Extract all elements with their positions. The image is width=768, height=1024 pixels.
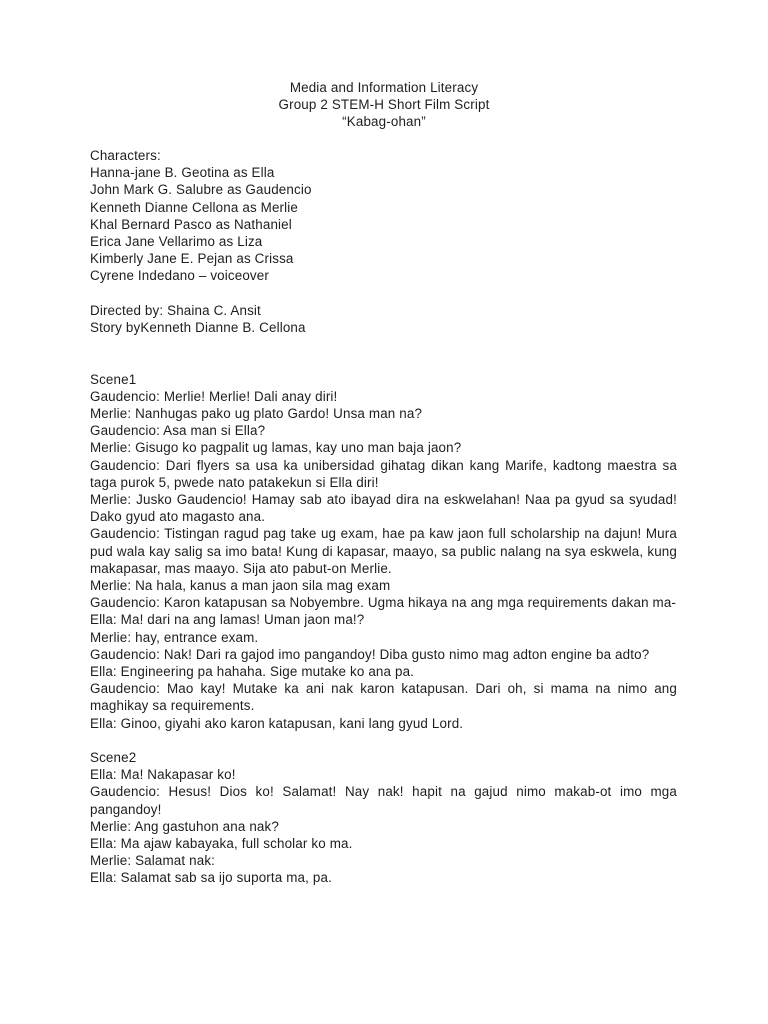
dialogue-line: Gaudencio: Nak! Dari ra gajod imo pangandoy! Diba gusto nimo mag adton engine ba adto? [90,646,650,662]
director-credit: Directed by: Shaina C. Ansit [90,302,261,318]
character-line: Kimberly Jane E. Pejan as Crissa [90,251,294,267]
dialogue-line: Gaudencio: Tistingan ragud pag take ug exam, hae pa kaw jaon full scholarship na dajun! Mura pud wala kay salig sa imo bata! Kung di kapasar, maayo, sa public nalang na sya eskwela, kung makapasar, mas maayo. Sija ato pabut-on Merlie. [90,526,677,576]
dialogue-line: Merlie: Ang gastuhon ana nak? [90,818,279,834]
characters-label: Characters: [90,148,161,163]
dialogue-line: Merlie: Salamat nak: [90,853,216,869]
story-credit: Story byKenneth Dianne B. Cellona [90,320,306,336]
dialogue-line: Gaudencio: Asa man si Ella? [90,423,266,439]
dialogue-line: Gaudencio: Mao kay! Mutake ka ani nak karon katapusan. Dari oh, si mama na nimo ang maghikay sa requirements. [90,681,677,714]
character-line: Erica Jane Vellarimo as Liza [90,234,263,250]
scene-title: Scene2 [90,750,137,766]
dialogue-line: Merlie: Jusko Gaudencio! Hamay sab ato ibayad dira na eskwelahan! Naa pa gyud sa syudad! Dako gyud ato magasto ana. [90,492,677,525]
scene-title: Scene1 [90,371,137,387]
dialogue-line: Merlie: Na hala, kanus a man jaon sila mag exam [90,578,391,594]
character-line: Khal Bernard Pasco as Nathaniel [90,216,292,232]
film-title: “Kabag-ohan” [342,114,426,130]
dialogue-line: Ella: Engineering pa hahaha. Sige mutake ko ana pa. [90,664,415,680]
dialogue-line: Merlie: Gisugo ko pagpalit ug lamas, kay uno man baja jaon? [90,440,462,456]
group-title: Group 2 STEM-H Short Film Script [278,97,490,113]
character-line: Cyrene Indedano – voiceover [90,268,269,284]
document-header [0,79,768,131]
dialogue-line: Ella: Ma! Nakapasar ko! [90,767,236,783]
script-body [90,147,677,887]
course-title: Media and Information Literacy [289,80,479,95]
dialogue-line: Gaudencio: Hesus! Dios ko! Salamat! Nay nak! hapit na gajud nimo makab-ot imo mga pangandoy! [90,784,677,817]
dialogue-line: Gaudencio: Merlie! Merlie! Dali anay diri! [90,388,338,404]
dialogue-line: Ella: Ma! dari na ang lamas! Uman jaon ma!? [90,612,365,628]
dialogue-line: Ella: Ma ajaw kabayaka, full scholar ko ma. [90,836,353,852]
dialogue-line: Ella: Salamat sab sa ijo suporta ma, pa. [90,870,332,886]
dialogue-line: Gaudencio: Dari flyers sa usa ka unibersidad gihatag dikan kang Marife, kadtong maestra sa taga purok 5, pwede nato patakekun si Ella diri! [90,457,677,490]
character-line: Hanna-jane B. Geotina as Ella [90,165,275,181]
character-line: Kenneth Dianne Cellona as Merlie [90,199,299,215]
dialogue-line: Merlie: Nanhugas pako ug plato Gardo! Unsa man na? [90,406,423,422]
dialogue-line: Ella: Ginoo, giyahi ako karon katapusan, kani lang gyud Lord. [90,715,464,731]
character-line: John Mark G. Salubre as Gaudencio [90,182,312,198]
dialogue-line: Gaudencio: Karon katapusan sa Nobyembre. Ugma hikaya na ang mga requirements dakan ma- [90,595,677,611]
dialogue-line: Merlie: hay, entrance exam. [90,629,259,645]
